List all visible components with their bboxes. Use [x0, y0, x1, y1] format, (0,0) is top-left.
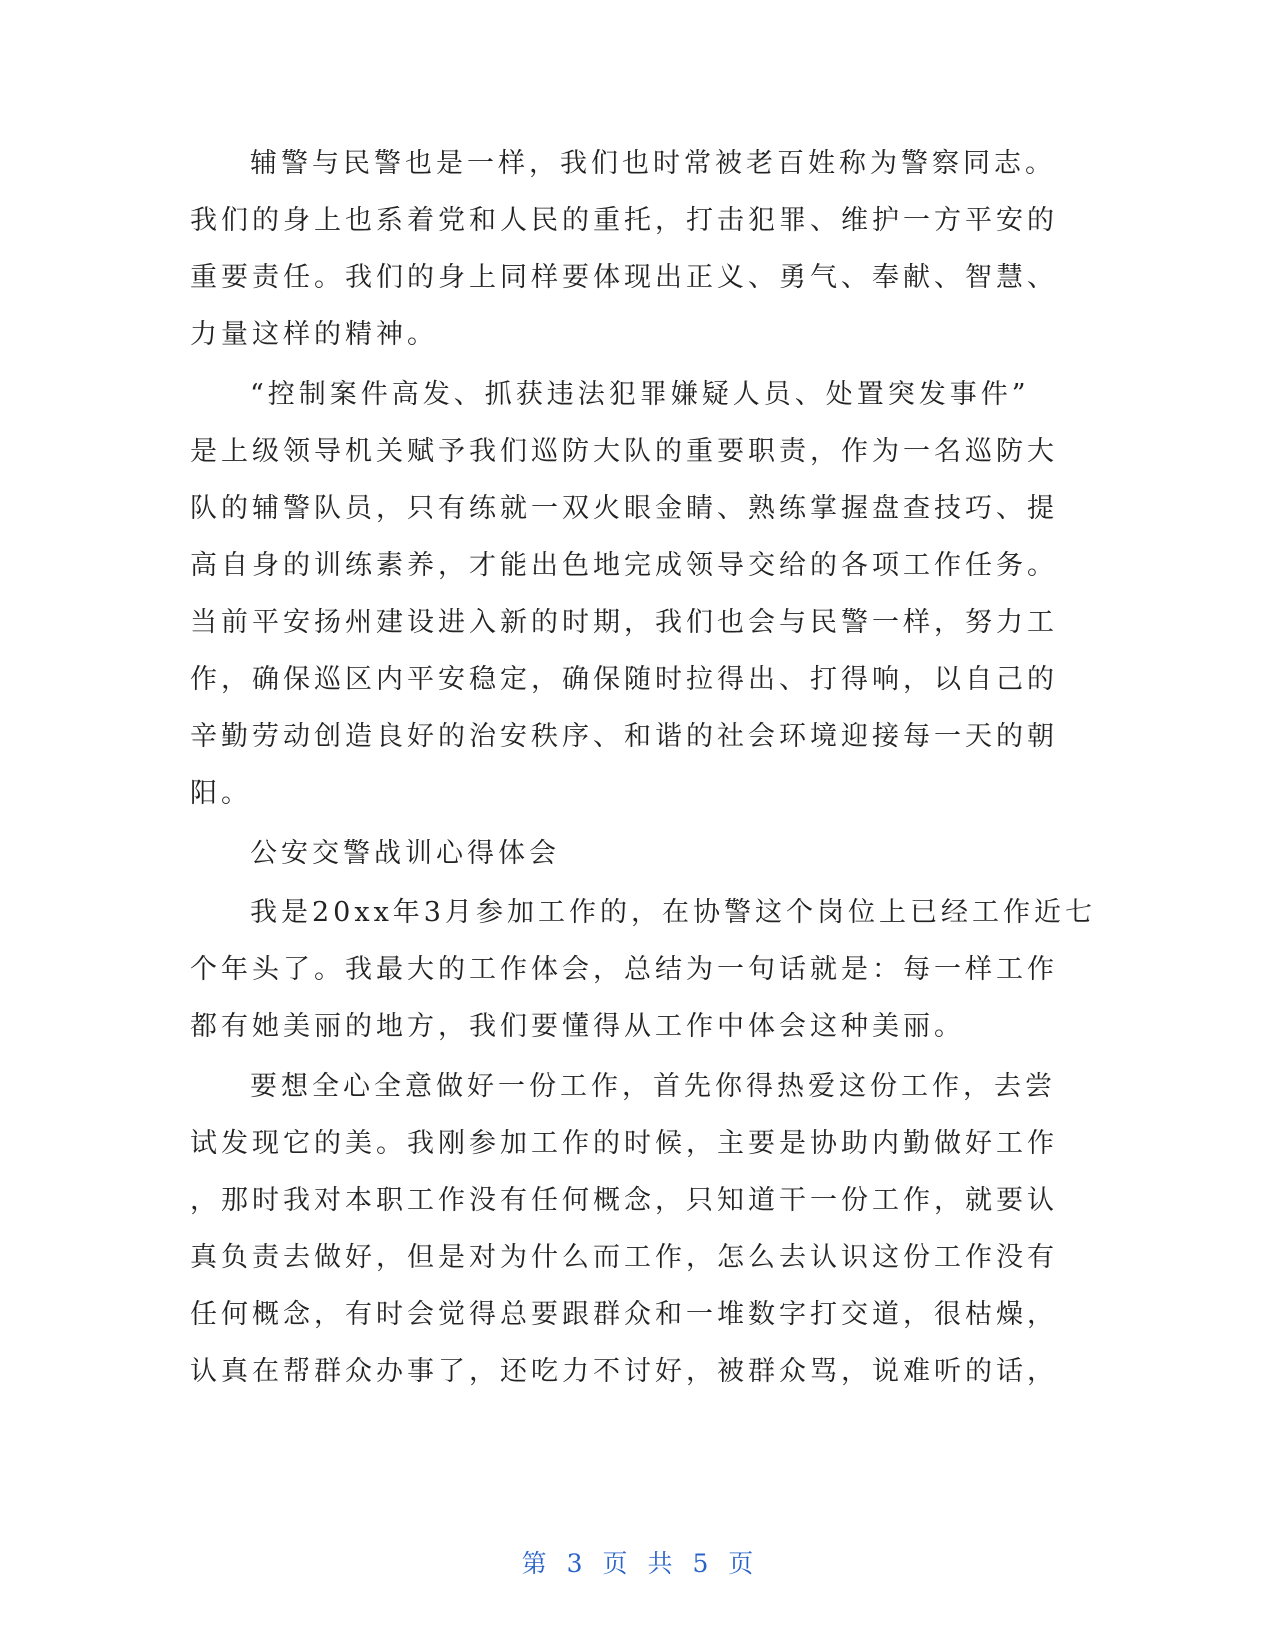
- text-line: 都有她美丽的地方，我们要懂得从工作中体会这种美丽。: [190, 1011, 965, 1042]
- text-line: 阳。: [190, 778, 252, 809]
- section-heading: 公安交警战训心得体会: [250, 838, 560, 869]
- text-line: 重要责任。我们的身上同样要体现出正义、勇气、奉献、智慧、: [190, 262, 1058, 293]
- text-line: 个年头了。我最大的工作体会，总结为一句话就是：每一样工作: [190, 954, 1058, 985]
- text-line: 是上级领导机关赋予我们巡防大队的重要职责，作为一名巡防大: [190, 436, 1058, 467]
- total-suffix: 页: [728, 1549, 754, 1578]
- text-line: 我是20xx年3月参加工作的，在协警这个岗位上已经工作近七: [250, 897, 1096, 928]
- text-line: 力量这样的精神。: [190, 319, 438, 350]
- text-line: 试发现它的美。我刚参加工作的时候，主要是协助内勤做好工作: [190, 1128, 1058, 1159]
- text-line: 我们的身上也系着党和人民的重托，打击犯罪、维护一方平安的: [190, 205, 1058, 236]
- page-prefix: 第: [521, 1549, 547, 1578]
- page-footer: [0, 1549, 1275, 1579]
- text-line: 要想全心全意做好一份工作，首先你得热爱这份工作，去尝: [250, 1071, 1056, 1102]
- page-mid: 页: [602, 1549, 628, 1578]
- page-number: 3: [566, 1549, 583, 1578]
- text-line: 队的辅警队员，只有练就一双火眼金睛、熟练掌握盘查技巧、提: [190, 493, 1058, 524]
- text-line: “控制案件高发、抓获违法犯罪嫌疑人员、处置突发事件”: [250, 379, 1030, 410]
- text-line: 当前平安扬州建设进入新的时期，我们也会与民警一样，努力工: [190, 607, 1058, 638]
- text-line: 任何概念，有时会觉得总要跟群众和一堆数字打交道，很枯燥，: [190, 1299, 1058, 1330]
- text-line: 辛勤劳动创造良好的治安秩序、和谐的社会环境迎接每一天的朝: [190, 721, 1058, 752]
- total-pages: 5: [692, 1549, 709, 1578]
- text-line: ，那时我对本职工作没有任何概念，只知道干一份工作，就要认: [190, 1185, 1058, 1216]
- total-prefix: 共: [647, 1549, 673, 1578]
- text-line: 真负责去做好，但是对为什么而工作，怎么去认识这份工作没有: [190, 1242, 1058, 1273]
- text-line: 作，确保巡区内平安稳定，确保随时拉得出、打得响，以自己的: [190, 664, 1058, 695]
- text-line: 认真在帮群众办事了，还吃力不讨好，被群众骂，说难听的话，: [190, 1356, 1058, 1387]
- text-line: 辅警与民警也是一样，我们也时常被老百姓称为警察同志。: [250, 148, 1056, 179]
- text-line: 高自身的训练素养，才能出色地完成领导交给的各项工作任务。: [190, 550, 1058, 581]
